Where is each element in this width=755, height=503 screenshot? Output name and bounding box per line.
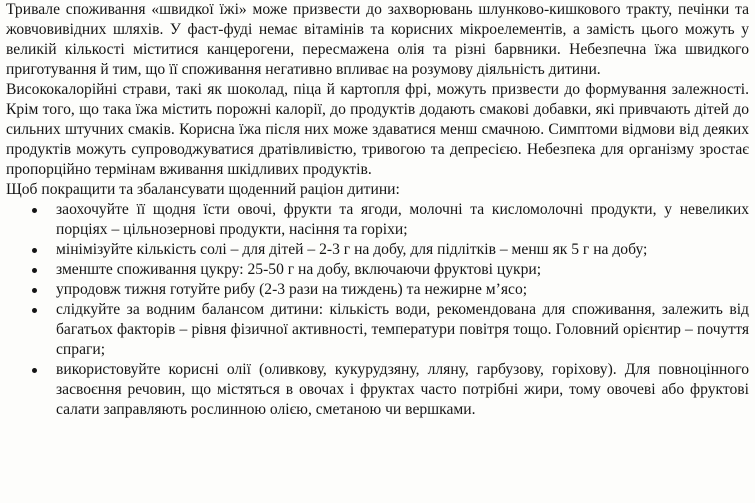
list-item	[0, 280, 755, 300]
bullet-icon	[32, 288, 37, 293]
list-item-text: заохочуйте її щодня їсти овочі, фрукти та ягоди, молочні та кисломолочні продукти, у невеликих порціях – цільнозернові продукти, насіння та горіхи;	[56, 201, 749, 238]
list-item	[0, 260, 755, 280]
list-item-text: упродовж тижня готуйте рибу (2-3 рази на тиждень) та нежирне м’ясо;	[56, 281, 528, 298]
list-item	[0, 300, 755, 360]
list-item	[0, 360, 755, 420]
bullet-icon	[32, 248, 37, 253]
list-item-text: мінімізуйте кількість солі – для дітей – 2-3 г на добу, для підлітків – менш як 5 г на добу;	[56, 241, 648, 258]
list-item-text: зменште споживання цукру: 25-50 г на добу, включаючи фруктові цукри;	[56, 261, 542, 278]
list-item-text: слідкуйте за водним балансом дитини: кількість води, рекомендована для споживання, залежить від багатьох факторів – рівня фізичної активності, температури повітря тощо. Головний орієнтир – почуття спраги;	[56, 301, 749, 358]
bullet-icon	[32, 208, 37, 213]
list-item-text: використовуйте корисні олії (оливкову, кукурудзяну, лляну, гарбузову, горіхову). Для повноцінного засвоєння речовин, що містяться в овочах і фруктах часто потрібні жири, тому овочеві або фруктові салати заправляють рослинною олією, сметаною чи вершками.	[56, 361, 749, 418]
paragraph-diet-intro: Щоб покращити та збалансувати щоденний раціон дитини:	[6, 181, 400, 198]
list-item	[0, 240, 755, 260]
paragraph-fast-food-harm: Тривале споживання «швидкої їжі» може призвести до захворювань шлунково-кишкового тракту, печінки та жовчовивідних шляхів. У фаст-фуді немає вітамінів та корисних мікроелементів, а замість цього можуть у великій кількості міститися канцерогени, пересмажена олія та різні барвники. Небезпечна їжа швидкого приготування й тим, що її споживання негативно впливає на розумову діяльність дитини.	[6, 1, 749, 78]
paragraph-high-calorie-addiction: Висококалорійні страви, такі як шоколад, піца й картопля фрі, можуть призвести до формування залежності. Крім того, що така їжа містить порожні калорії, до продуктів додають смакові добавки, які привчають дітей до сильних штучних смаків. Корисна їжа після них може здаватися менш смачною. Симптоми відмови від деяких продуктів можуть супроводжуватися дратівливістю, тривогою та депресією. Небезпека для організму зростає пропорційно термінам вживання шкідливих продуктів.	[6, 81, 749, 178]
bullet-icon	[32, 308, 37, 313]
bullet-icon	[32, 268, 37, 273]
diet-recommendations-list	[0, 200, 755, 420]
list-item	[0, 200, 755, 240]
bullet-icon	[32, 368, 37, 373]
